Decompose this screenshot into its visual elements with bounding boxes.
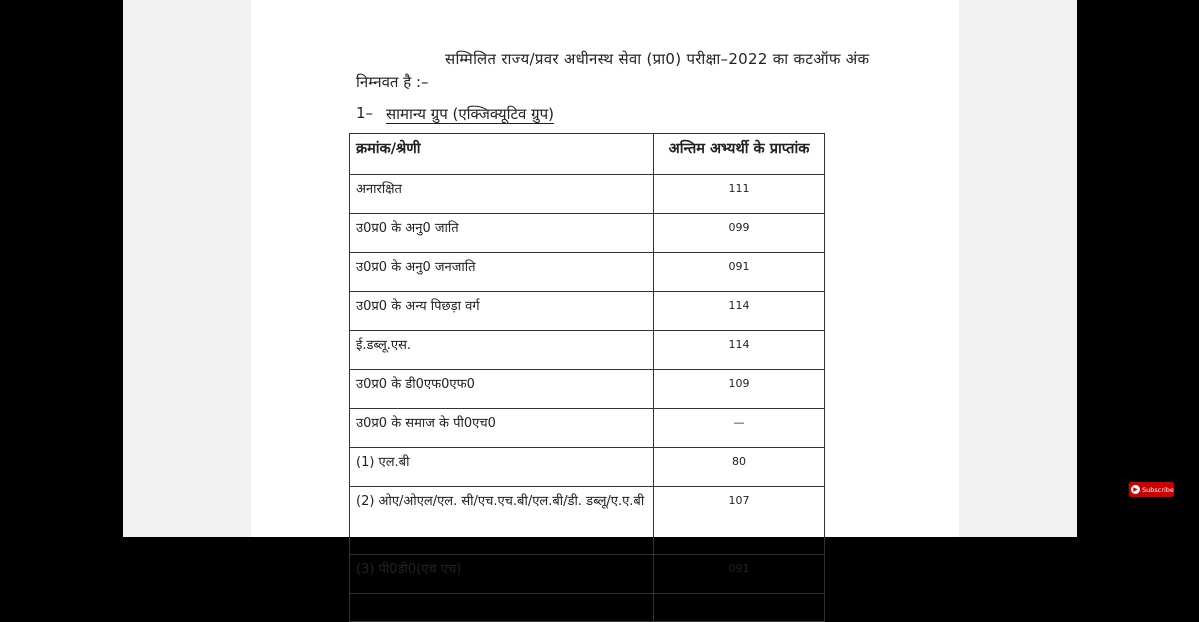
row-category: उ0प्र0 के अनु0 जनजाति <box>350 253 654 292</box>
table-row <box>350 555 825 594</box>
row-category: अनारक्षित <box>350 175 654 214</box>
row-score-empty <box>654 594 825 622</box>
section-title: सामान्य ग्रुप (एक्जिक्यूटिव ग्रुप) <box>386 105 554 123</box>
section-number: 1– <box>356 104 374 122</box>
table-row <box>350 331 825 370</box>
cutoff-table <box>349 133 825 622</box>
row-score: 111 <box>654 175 825 214</box>
subscribe-label: Subscribe <box>1142 485 1174 494</box>
table-row <box>350 409 825 448</box>
row-score: 099 <box>654 214 825 253</box>
table-row <box>350 448 825 487</box>
row-score: 114 <box>654 292 825 331</box>
table-row <box>350 253 825 292</box>
row-category: उ0प्र0 के अन्य पिछड़ा वर्ग <box>350 292 654 331</box>
row-score: 091 <box>654 253 825 292</box>
row-score: 091 <box>654 555 825 594</box>
row-score: 114 <box>654 331 825 370</box>
document-heading-continued: निम्नवत है :– <box>356 73 429 91</box>
row-category: (2) ओए/ओएल/एल. सी/एच.एच.बी/एल.बी/डी. डब्लू/ए.ए.बी <box>350 487 654 555</box>
row-category: (1) एल.बी <box>350 448 654 487</box>
row-category: उ0प्र0 के अनु0 जाति <box>350 214 654 253</box>
left-letterbox <box>123 0 251 537</box>
row-category: ई.डब्लू.एस. <box>350 331 654 370</box>
header-score: अन्तिम अभ्यर्थी के प्राप्तांक <box>654 134 825 175</box>
row-score: 80 <box>654 448 825 487</box>
table-row <box>350 487 825 555</box>
document-heading: सम्मिलित राज्य/प्रवर अधीनस्थ सेवा (प्रा0) परीक्षा–2022 का कटऑफ अंक <box>445 50 870 68</box>
row-category: उ0प्र0 के समाज के पी0एच0 <box>350 409 654 448</box>
table-row <box>350 214 825 253</box>
table-row-partial <box>350 594 825 622</box>
table-row <box>350 370 825 409</box>
table-row <box>350 175 825 214</box>
table-header-row <box>350 134 825 175</box>
row-score: 109 <box>654 370 825 409</box>
row-category: उ0प्र0 के डी0एफ0एफ0 <box>350 370 654 409</box>
youtube-icon: ▶ <box>1131 485 1140 494</box>
row-score: — <box>654 409 825 448</box>
right-letterbox <box>959 0 1077 537</box>
table-row <box>350 292 825 331</box>
subscribe-button[interactable] <box>1129 482 1174 497</box>
row-score: 107 <box>654 487 825 555</box>
row-category-empty <box>350 594 654 622</box>
row-category: (3) पी0डी0(एच एच) <box>350 555 654 594</box>
header-category: क्रमांक/श्रेणी <box>350 134 654 175</box>
